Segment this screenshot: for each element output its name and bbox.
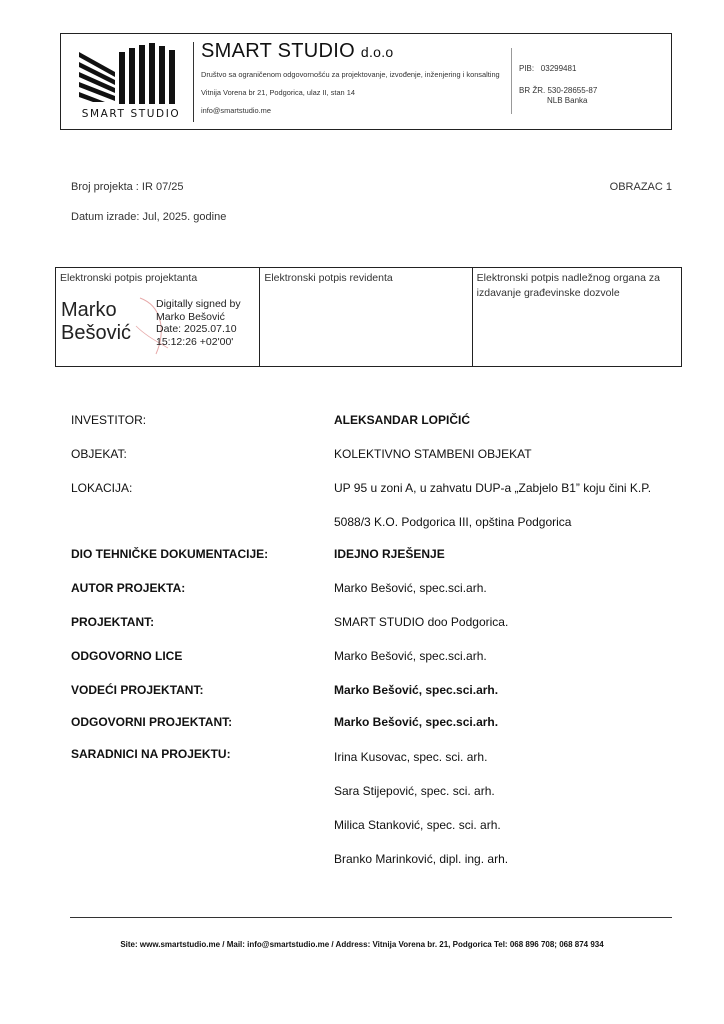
saradnik-item: Milica Stanković, spec. sci. arh. <box>334 818 501 832</box>
signer-name <box>61 299 131 345</box>
autor-value: Marko Bešović, spec.sci.arh. <box>334 581 487 595</box>
letterhead <box>60 33 672 130</box>
company-info <box>201 40 500 115</box>
bank-name: NLB Banka <box>547 96 588 105</box>
footer-divider <box>70 917 672 918</box>
creation-date: Datum izrade: Jul, 2025. godine <box>71 211 227 223</box>
company-description: Društvo sa ograničenom odgovornošću za projektovanje, izvođenje, inženjering i konsalting <box>201 70 500 79</box>
company-email: info@smartstudio.me <box>201 106 271 115</box>
pib-label: PIB: <box>519 64 535 73</box>
pib-line <box>519 64 597 73</box>
lokacija-value-line2: 5088/3 K.O. Podgorica III, opština Podgorica <box>334 515 572 529</box>
signature-table <box>55 267 682 367</box>
dio-value: IDEJNO RJEŠENJE <box>334 547 445 561</box>
logo-building-icon <box>75 42 185 104</box>
signed-by-label: Digitally signed by <box>156 298 241 310</box>
odgovorno-lice-value: Marko Bešović, spec.sci.arh. <box>334 649 487 663</box>
signed-date: Date: 2025.07.10 <box>156 323 237 336</box>
authority-signature-label: Elektronski potpis nadležnog organa za izdavanje građevinske dozvole <box>476 272 660 300</box>
vodeci-projektant-label: VODEĆI PROJEKTANT: <box>71 683 204 697</box>
signed-time: 15:12:26 +02'00' <box>156 335 234 348</box>
reviewer-signature-label: Elektronski potpis revidenta <box>264 272 393 284</box>
investitor-label: INVESTITOR: <box>71 413 147 427</box>
saradnici-label: SARADNICI NA PROJEKTU: <box>71 747 231 761</box>
company-name <box>201 40 500 63</box>
odgovorni-projektant-label: ODGOVORNI PROJEKTANT: <box>71 715 233 729</box>
company-name-text: SMART STUDIO <box>201 40 355 62</box>
company-address: Vitnija Vorena br 21, Podgorica, ulaz II, stan 14 <box>201 88 355 97</box>
logo-text: SMART STUDIO <box>81 108 181 120</box>
saradnik-item: Branko Marinković, dipl. ing. arh. <box>334 852 509 866</box>
project-number: Broj projekta : IR 07/25 <box>71 181 184 193</box>
registration-info <box>519 64 597 105</box>
projektant-label: PROJEKTANT: <box>71 615 155 629</box>
company-suffix: d.o.o <box>360 44 394 60</box>
saradnik-item: Irina Kusovac, spec. sci. arh. <box>334 750 488 764</box>
lokacija-value-line1: UP 95 u zoni A, u zahvatu DUP-a „Zabjelo B1” koju čini K.P. <box>334 481 652 495</box>
objekat-label: OBJEKAT: <box>71 447 127 461</box>
form-label: OBRAZAC 1 <box>609 181 672 193</box>
divider <box>193 42 194 122</box>
signer-last-name: Bešović <box>61 322 132 344</box>
designer-signature-cell[interactable] <box>56 268 260 366</box>
saradnik-item: Sara Stijepović, spec. sci. arh. <box>334 784 495 798</box>
pib-value: 03299481 <box>540 64 577 73</box>
projektant-value: SMART STUDIO doo Podgorica. <box>334 615 509 629</box>
company-logo <box>75 42 185 124</box>
signer-first-name: Marko <box>61 299 117 321</box>
authority-signature-cell[interactable] <box>473 268 681 366</box>
divider <box>511 48 512 114</box>
footer-contact: Site: www.smartstudio.me / Mail: info@smartstudio.me / Address: Vitnija Vorena br. 21, Podgorica Tel: 068 896 708; 068 874 934 <box>120 940 604 949</box>
designer-signature-label: Elektronski potpis projektanta <box>60 272 198 284</box>
autor-label: AUTOR PROJEKTA: <box>71 581 186 595</box>
dio-label: DIO TEHNIČKE DOKUMENTACIJE: <box>71 547 269 561</box>
reviewer-signature-cell[interactable] <box>260 268 472 366</box>
vodeci-projektant-value: Marko Bešović, spec.sci.arh. <box>334 683 499 697</box>
odgovorno-lice-label: ODGOVORNO LICE <box>71 649 183 663</box>
digital-signature-details <box>156 298 241 348</box>
lokacija-label: LOKACIJA: <box>71 481 133 495</box>
odgovorni-projektant-value: Marko Bešović, spec.sci.arh. <box>334 715 499 729</box>
objekat-value: KOLEKTIVNO STAMBENI OBJEKAT <box>334 447 532 461</box>
account-number: BR ŽR. 530-28655-87 <box>519 86 598 95</box>
investitor-value: ALEKSANDAR LOPIČIĆ <box>334 413 471 427</box>
signed-by-name: Marko Bešović <box>156 310 225 323</box>
